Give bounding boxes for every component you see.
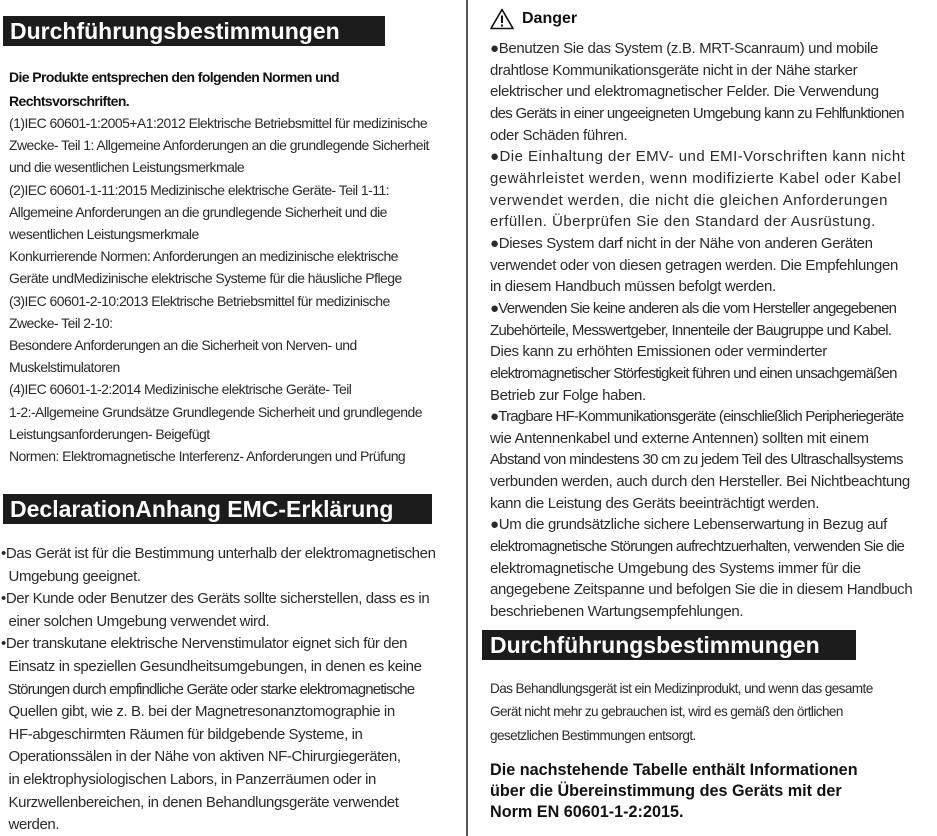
danger-line: Zubehörteile, Messwertgeber, Innenteile der Baugruppe und Kabel.: [490, 321, 892, 339]
emc-line: Störungen durch empfindliche Geräte oder starke elektromagnetische: [1, 680, 415, 698]
warning-triangle-icon: [490, 8, 514, 30]
danger-line: gewährleistet werden, wenn modifizierte Kabel oder Kabel: [490, 169, 902, 187]
danger-line: Abstand von mindestens 30 cm zu jedem Teil des Ultraschallsystems: [490, 451, 903, 469]
danger-line: ●Dieses System darf nicht in der Nähe von anderen Geräten: [490, 234, 873, 252]
standards-line: Allgemeine Anforderungen an die grundlegende Sicherheit und die: [9, 203, 387, 220]
disposal-line: gesetzlichen Bestimmungen entsorgt.: [490, 727, 696, 743]
table-intro: [490, 760, 858, 823]
danger-line: Dies kann zu erhöhten Emissionen oder verminderter: [490, 343, 827, 361]
standards-line: Zwecke- Teil 1: Allgemeine Anforderungen an die grundlegende Sicherheit: [9, 137, 429, 154]
standards-line: 1-2:-Allgemeine Grundsätze Grundlegende Sicherheit und grundlegende: [9, 403, 423, 420]
standards-line: (4)IEC 60601-1-2:2014 Medizinische elektrische Geräte- Teil: [9, 381, 352, 398]
intro-line: Die Produkte entsprechen den folgenden Normen und: [9, 69, 339, 85]
danger-line: wie Antennenkabel und externe Antennen) sollten mit einem: [490, 429, 869, 447]
standards-line: Muskelstimulatoren: [9, 359, 120, 376]
standards-line: wesentlichen Leistungsmerkmale: [9, 226, 199, 243]
emc-line: Einsatz in speziellen Gesundheitsumgebungen, in denen es keine: [1, 657, 422, 675]
danger-line: ●Die Einhaltung der EMV- und EMI-Vorschriften kann nicht: [490, 148, 906, 166]
emc-line: Operationssälen in der Nähe von aktiven NF-Chirurgiegeräten,: [1, 748, 401, 766]
danger-warnings: [490, 38, 912, 623]
danger-line: elektromagnetischer Störfestigkeit führen und einen unsachgemäßen: [490, 364, 897, 382]
emc-line: Quellen gibt, wie z. B. bei der Magnetresonanztomographie in: [1, 703, 395, 721]
danger-line: erfüllen. Überprüfen Sie den Standard der Ausrüstung.: [490, 213, 876, 231]
section-heading-emc: DeclarationAnhang EMC-Erklärung: [3, 494, 432, 524]
danger-line: drahtlose Kommunikationsgeräte nicht in der Nähe starker: [490, 61, 858, 79]
standards-line: Normen: Elektromagnetische Interferenz- Anforderungen und Prüfung: [9, 448, 406, 465]
intro-line: Rechtsvorschriften.: [9, 93, 130, 109]
standards-line: Besondere Anforderungen an die Sicherheit von Nerven- und: [9, 337, 357, 354]
danger-line: ●Tragbare HF-Kommunikationsgeräte (einschließlich Peripheriegeräte: [490, 408, 904, 426]
table-intro-line: Die nachstehende Tabelle enthält Informationen: [490, 761, 858, 779]
danger-header: [490, 6, 577, 32]
emc-line: •Das Gerät ist für die Bestimmung unterhalb der elektromagnetischen: [1, 545, 436, 562]
danger-line: verwendet oder von diesen getragen werden. Die Empfehlungen: [490, 256, 898, 274]
standards-intro: [9, 65, 339, 113]
danger-line: ●Verwenden Sie keine anderen als die vom Hersteller angegebenen: [490, 299, 897, 317]
danger-line: des Geräts in einer ungeeigneten Umgebung kann zu Fehlfunktionen: [490, 104, 904, 122]
emc-line: in elektrophysiologischen Labors, in Panzerräumen oder in: [1, 770, 376, 788]
danger-line: verbunden werden, auch durch den Hersteller. Bei Nichtbeachtung: [490, 473, 910, 491]
danger-line: ●Um die grundsätzliche sichere Lebenserwartung in Bezug auf: [490, 516, 887, 534]
disposal-text: [490, 677, 873, 747]
column-divider: [466, 0, 468, 836]
section-heading-implementation: Durchführungsbestimmungen: [3, 16, 385, 46]
table-intro-line: über die Übereinstimmung des Geräts mit der: [490, 782, 842, 800]
danger-line: oder Schäden führen.: [490, 126, 628, 144]
standards-line: (3)IEC 60601-2-10:2013 Elektrische Betriebsmittel für medizinische: [9, 292, 390, 309]
danger-line: elektromagnetische Störungen aufrechtzuerhalten, verwenden Sie die: [490, 538, 905, 556]
disposal-line: Das Behandlungsgerät ist ein Medizinprodukt, und wenn das gesamte: [490, 681, 873, 696]
section-heading-disposal: Durchführungsbestimmungen: [482, 630, 856, 660]
emc-line: Kurzwellenbereichen, in denen Behandlungsgeräte verwendet: [1, 793, 399, 811]
standards-line: und die wesentlichen Leistungsmerkmale: [9, 159, 245, 176]
standards-line: Konkurrierende Normen: Anforderungen an medizinische elektrische: [9, 248, 398, 265]
danger-line: angegebene Zeitspanne und befolgen Sie die in diesem Handbuch: [490, 581, 913, 599]
danger-line: Betrieb zur Folge haben.: [490, 386, 646, 404]
standards-list: [9, 112, 429, 467]
danger-line: in diesem Handbuch müssen befolgt werden.: [490, 278, 776, 296]
table-intro-line: Norm EN 60601-1-2:2015.: [490, 803, 684, 821]
emc-line: einer solchen Umgebung verwendet wird.: [1, 612, 270, 630]
danger-label: Danger: [522, 10, 578, 27]
danger-line: verwendet werden, die nicht die gleichen Anforderungen: [490, 191, 888, 209]
danger-line: elektrischer und elektromagnetischer Felder. Die Verwendung: [490, 83, 879, 101]
standards-line: Geräte undMedizinische elektrische Systeme für die häusliche Pflege: [9, 270, 402, 287]
standards-line: (1)IEC 60601-1:2005+A1:2012 Elektrische Betriebsmittel für medizinische: [9, 115, 428, 131]
emc-line: werden.: [1, 816, 60, 834]
danger-line: ●Benutzen Sie das System (z.B. MRT-Scanraum) und mobile: [490, 40, 879, 57]
standards-line: (2)IEC 60601-1-11:2015 Medizinische elektrische Geräte- Teil 1-11:: [9, 181, 390, 198]
danger-line: beschriebenen Wartungsempfehlungen.: [490, 603, 744, 621]
standards-line: Zwecke- Teil 2-10:: [9, 314, 113, 331]
emc-line: Umgebung geeignet.: [1, 567, 141, 585]
emc-declaration: [1, 543, 436, 836]
danger-line: kann die Leistung des Geräts beeinträchtigt werden.: [490, 494, 820, 512]
danger-line: elektromagnetische Umgebung des Systems immer für die: [490, 559, 861, 577]
standards-line: Leistungsanforderungen- Beigefügt: [9, 425, 210, 442]
emc-line: •Der transkutane elektrische Nervenstimulator eignet sich für den: [1, 635, 408, 653]
emc-line: •Der Kunde oder Benutzer des Geräts sollte sicherstellen, dass es in: [1, 590, 430, 608]
emc-line: HF-abgeschirmten Räumen für bildgebende Systeme, in: [1, 725, 363, 743]
disposal-line: Gerät nicht mehr zu gebrauchen ist, wird es gemäß den örtlichen: [490, 704, 843, 720]
